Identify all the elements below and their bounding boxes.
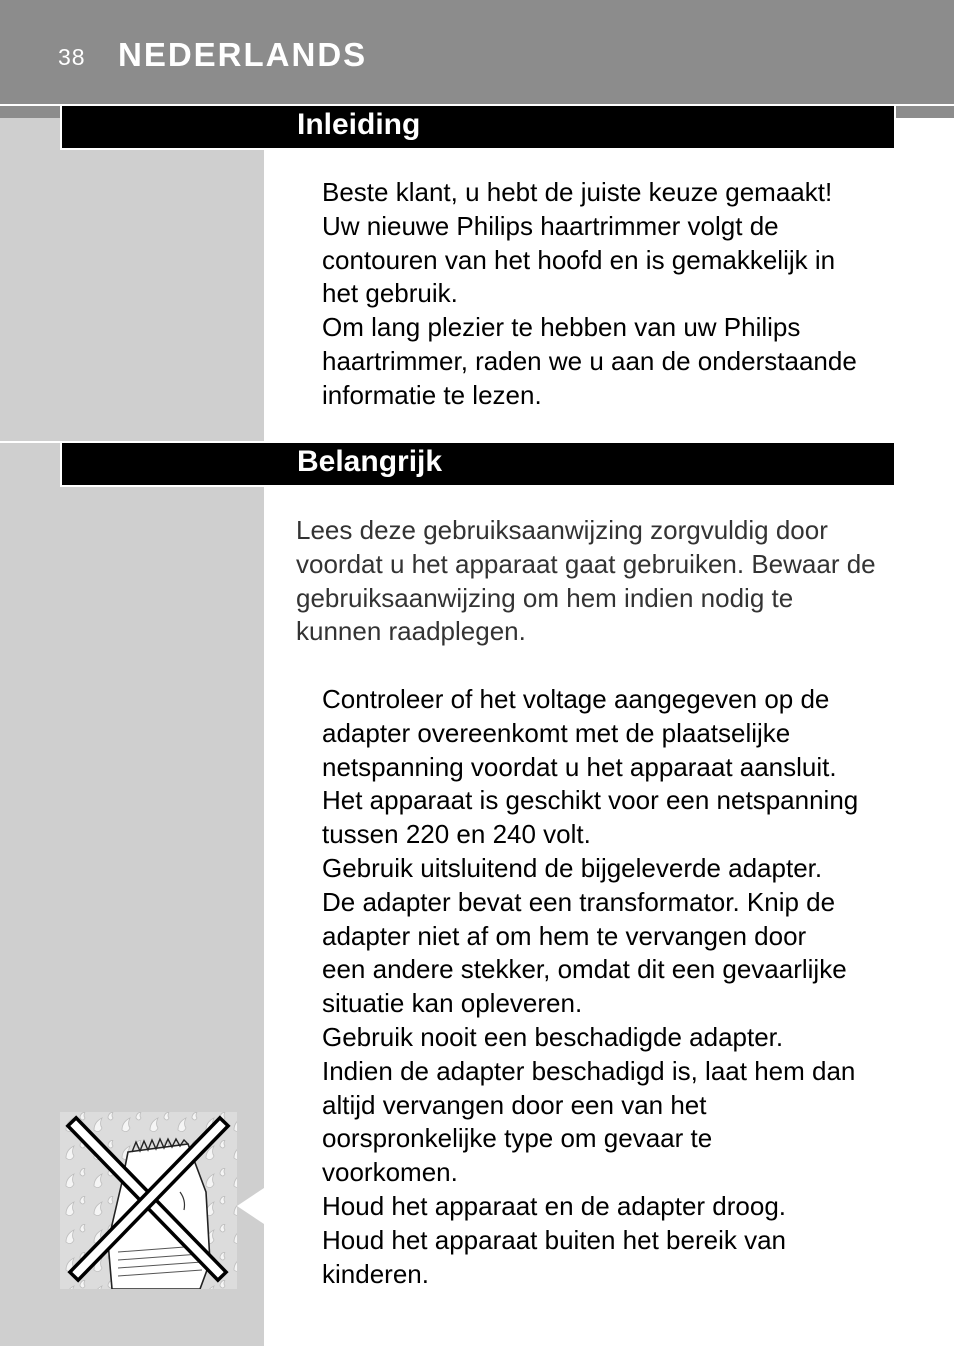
text-line: Gebruik uitsluitend de bijgeleverde adapter. <box>322 852 823 883</box>
text-line: kunnen raadplegen. <box>296 616 526 647</box>
trimmer-no-water-icon <box>60 1112 237 1289</box>
text-line: Houd het apparaat buiten het bereik van <box>322 1224 787 1255</box>
page-number: 38 <box>58 44 86 70</box>
text-line: Lees deze gebruiksaanwijzing zorgvuldig door <box>296 515 828 545</box>
header-band <box>0 0 954 118</box>
section-title: Belangrijk <box>297 445 443 478</box>
text-line: adapter overeenkomt met de plaatselijke <box>322 717 791 748</box>
text-line: Beste klant, u hebt de juiste keuze gemaakt! <box>322 177 833 207</box>
text-line: Om lang plezier te hebben van uw Philips <box>322 312 801 343</box>
text-line: tussen 220 en 240 volt. <box>322 819 591 850</box>
intro-paragraph <box>322 176 902 413</box>
text-line: contouren van het hoofd en is gemakkelijk in <box>322 244 836 275</box>
text-line: gebruiksaanwijzing om hem indien nodig te <box>296 582 794 613</box>
text-line: informatie te lezen. <box>322 379 542 410</box>
text-line: Houd het apparaat en de adapter droog. <box>322 1190 787 1221</box>
text-line: voorkomen. <box>322 1157 458 1188</box>
text-line: Controleer of het voltage aangegeven op de <box>322 684 830 714</box>
text-line: voordat u het apparaat gaat gebruiken. Bewaar de <box>296 548 876 579</box>
text-line: kinderen. <box>322 1258 429 1289</box>
important-intro-paragraph <box>296 514 906 649</box>
text-line: Het apparaat is geschikt voor een netspanning <box>322 785 859 816</box>
text-line: De adapter bevat een transformator. Knip de <box>322 886 836 917</box>
illustration-pointer <box>237 1188 264 1224</box>
important-warnings-paragraph <box>322 683 902 1291</box>
text-line: het gebruik. <box>322 278 458 309</box>
section-header-belangrijk <box>60 441 896 487</box>
text-line: Uw nieuwe Philips haartrimmer volgt de <box>322 210 779 241</box>
language-title: NEDERLANDS <box>118 36 368 73</box>
text-line: oorspronkelijke type om gevaar te <box>322 1123 713 1154</box>
text-line: netspanning voordat u het apparaat aansluit. <box>322 751 837 782</box>
text-line: adapter niet af om hem te vervangen door <box>322 920 807 951</box>
text-line: een andere stekker, omdat dit een gevaarlijke <box>322 954 847 985</box>
text-line: Indien de adapter beschadigd is, laat hem dan <box>322 1055 856 1086</box>
section-header-inleiding <box>60 104 896 150</box>
section-title: Inleiding <box>297 108 421 141</box>
text-line: Gebruik nooit een beschadigde adapter. <box>322 1021 784 1052</box>
text-line: altijd vervangen door een van het <box>322 1089 707 1120</box>
text-line: haartrimmer, raden we u aan de onderstaande <box>322 345 857 376</box>
text-line: situatie kan opleveren. <box>322 988 583 1019</box>
